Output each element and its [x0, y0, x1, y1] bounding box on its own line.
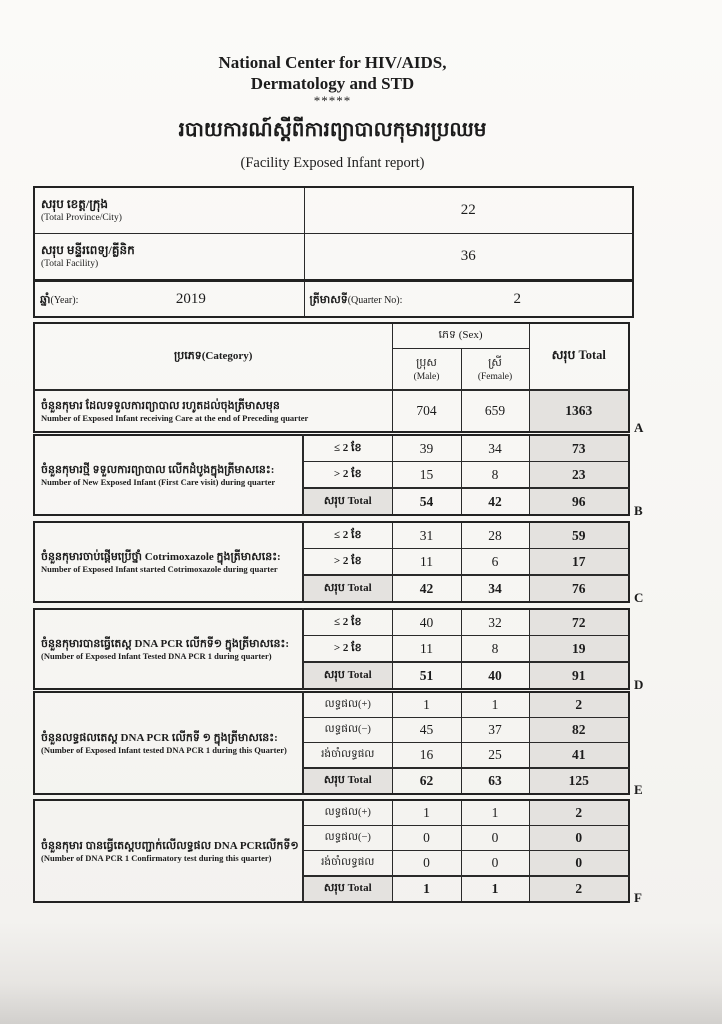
table-row — [34, 800, 629, 826]
summary-row-facility — [34, 234, 633, 281]
male-value: 16 — [392, 743, 461, 769]
year-label-en: (Year): — [50, 294, 79, 306]
section-letter-d: D — [634, 677, 644, 692]
female-value: 0 — [461, 851, 529, 877]
male-header-km: ប្រុស — [416, 356, 437, 369]
total-value: 2 — [529, 800, 629, 826]
section-e-block — [33, 691, 643, 797]
male-value: 39 — [392, 435, 461, 462]
quarter-pair — [305, 290, 633, 309]
report-title-khmer: របាយការណ៍ស្តីពីការព្យាបាលកុមារប្រឈម — [178, 119, 487, 141]
total-row-label: សរុប Total — [303, 488, 392, 515]
section-d-label-km: ចំនួនកុមារបានធ្វើតេស្ត DNA PCR លើកទី១ ក្នុងត្រីមាសនេះ: — [41, 637, 289, 650]
row-label: លទ្ធផល(+) — [303, 692, 392, 718]
female-value: 37 — [461, 718, 529, 743]
grand-total: 125 — [529, 768, 629, 794]
quarter-label — [305, 290, 403, 309]
section-a-row — [34, 390, 629, 432]
section-b-label-km: ចំនួនកុមារថ្មី ទទួលការព្យាបាល លើកដំបូងក្នុងត្រីមាសនេះ: — [41, 463, 275, 476]
male-total: 62 — [392, 768, 461, 794]
male-value: 11 — [392, 549, 461, 576]
year-label — [35, 290, 78, 309]
row-label: លទ្ធផល(−) — [303, 718, 392, 743]
female-total: 40 — [461, 662, 529, 689]
male-value: 45 — [392, 718, 461, 743]
period-row — [34, 281, 633, 317]
female-value: 1 — [461, 800, 529, 826]
section-letter-c: C — [634, 590, 644, 605]
female-total: 1 — [461, 876, 529, 902]
grand-total: 96 — [529, 488, 629, 515]
female-value: 1 — [461, 692, 529, 718]
section-c-block — [33, 521, 644, 605]
section-b-block — [33, 434, 643, 518]
province-label-en: (Total Province/City) — [41, 213, 122, 223]
section-letter-f: F — [634, 890, 642, 905]
section-a-female-value: 659 — [461, 390, 529, 432]
province-label-cell — [34, 187, 304, 234]
female-value: 32 — [461, 609, 529, 636]
total-value: 2 — [529, 692, 629, 718]
male-value: 40 — [392, 609, 461, 636]
section-e-label-km: ចំនួនលទ្ធផលតេស្ត DNA PCR លើកទី ១ ក្នុងត្រីមាសនេះ: — [41, 731, 278, 744]
section-letter-a: A — [634, 420, 644, 435]
section-a-block — [33, 322, 644, 435]
section-b-category-cell — [34, 435, 303, 515]
main-table-header-and-a — [33, 322, 630, 433]
female-total: 42 — [461, 488, 529, 515]
male-header-cell — [392, 349, 461, 391]
section-c-label-km: ចំនួនកុមារចាប់ផ្តើមប្រើថ្នាំ Cotrimoxazole ក្នុងត្រីមាសនេះ: — [41, 550, 281, 563]
section-a-label-en: Number of Exposed Infant receiving Care at the end of Preceding quarter — [41, 412, 309, 423]
row-label: រង់ចាំលទ្ធផល — [303, 851, 392, 877]
facility-value-cell: 36 — [304, 234, 633, 281]
total-value: 72 — [529, 609, 629, 636]
section-f-block — [33, 799, 642, 905]
total-row-label: សរុប Total — [303, 768, 392, 794]
summary-table — [33, 186, 634, 281]
year-value: 2019 — [175, 290, 206, 307]
male-value: 1 — [392, 692, 461, 718]
total-value: 82 — [529, 718, 629, 743]
section-e-label-en: (Number of Exposed Infant tested DNA PCR 1 during this Quarter) — [41, 744, 287, 755]
grand-total: 76 — [529, 575, 629, 602]
total-value: 73 — [529, 435, 629, 462]
section-f-category-cell — [34, 800, 303, 902]
province-label-km: សរុប ខេត្ត/ក្រុង — [41, 197, 109, 211]
quarter-cell — [304, 281, 633, 317]
report-title-english: (Facility Exposed Infant report) — [240, 155, 425, 171]
section-a-male-value: 704 — [392, 390, 461, 432]
row-label: ≤ 2 ខែ — [303, 609, 392, 636]
female-header-en: (Female) — [477, 371, 513, 382]
row-label: > 2 ខែ — [303, 549, 392, 576]
male-value: 11 — [392, 636, 461, 663]
report-header — [33, 52, 632, 172]
total-value: 0 — [529, 851, 629, 877]
grand-total: 91 — [529, 662, 629, 689]
total-header-cell: សរុប Total — [529, 323, 629, 390]
table-row — [34, 609, 629, 636]
quarter-value: 2 — [513, 290, 521, 307]
male-value: 1 — [392, 800, 461, 826]
section-b-table — [33, 434, 630, 516]
row-label: ≤ 2 ខែ — [303, 522, 392, 549]
org-name-line2: Dermatology and STD — [250, 74, 415, 93]
female-value: 25 — [461, 743, 529, 769]
section-c-table — [33, 521, 630, 603]
male-total: 54 — [392, 488, 461, 515]
row-label: > 2 ខែ — [303, 636, 392, 663]
total-row-label: សរុប Total — [303, 876, 392, 902]
total-value: 59 — [529, 522, 629, 549]
year-cell — [34, 281, 304, 317]
table-row — [34, 522, 629, 549]
section-c-category-cell — [34, 522, 303, 602]
female-value: 28 — [461, 522, 529, 549]
section-d-block — [33, 608, 644, 692]
section-d-category-cell — [34, 609, 303, 689]
female-total: 63 — [461, 768, 529, 794]
quarter-label-km: ត្រីមាសទី — [309, 293, 348, 306]
table-row — [34, 692, 629, 718]
section-f-label-km: ចំនួនកុមារ បានធ្វើតេស្តបញ្ជាក់លើលទ្ធផល DNA PCRលើកទី១ — [41, 839, 299, 852]
section-f-table — [33, 799, 630, 903]
male-total: 42 — [392, 575, 461, 602]
category-header-cell: ប្រភេទ(Category) — [34, 323, 392, 390]
stars-divider: ***** — [313, 93, 352, 108]
facility-label-en: (Total Facility) — [41, 259, 99, 269]
total-value: 19 — [529, 636, 629, 663]
female-value: 8 — [461, 462, 529, 489]
section-b-label-en: Number of New Exposed Infant (First Care visit) during quarter — [41, 476, 276, 487]
male-total: 51 — [392, 662, 461, 689]
quarter-label-en: (Quarter No): — [347, 294, 403, 306]
row-label: ≤ 2 ខែ — [303, 435, 392, 462]
male-total: 1 — [392, 876, 461, 902]
facility-label-km: សរុប មន្ទីរពេទ្យ/គ្លីនិក — [41, 243, 135, 257]
total-row-label: សរុប Total — [303, 662, 392, 689]
summary-row-province — [34, 187, 633, 234]
table-row — [34, 435, 629, 462]
total-value: 0 — [529, 826, 629, 851]
section-c-label-en: Number of Exposed Infant started Cotrimoxazole during quarter — [41, 563, 278, 574]
male-header-en: (Male) — [413, 371, 440, 382]
female-total: 34 — [461, 575, 529, 602]
total-value: 41 — [529, 743, 629, 769]
section-a-category-cell — [34, 390, 392, 432]
section-e-table — [33, 691, 630, 795]
section-a-label-km: ចំនួនកុមារ ដែលទទួលការព្យាបាល រហូតដល់ចុងត្រីមាសមុន — [41, 399, 280, 412]
female-value: 8 — [461, 636, 529, 663]
year-pair — [35, 290, 304, 309]
section-letter-e: E — [634, 782, 643, 797]
male-value: 31 — [392, 522, 461, 549]
total-value: 17 — [529, 549, 629, 576]
female-header-km: ស្រី — [488, 356, 502, 369]
row-label: > 2 ខែ — [303, 462, 392, 489]
female-header-cell — [461, 349, 529, 391]
header-row-sex — [34, 323, 629, 349]
section-letter-b: B — [634, 503, 643, 518]
section-d-label-en: (Number of Exposed Infant Tested DNA PCR 1 during quarter) — [41, 650, 272, 661]
section-f-label-en: (Number of DNA PCR 1 Confirmatory test during this quarter) — [41, 852, 272, 863]
female-value: 34 — [461, 435, 529, 462]
row-label: លទ្ធផល(−) — [303, 826, 392, 851]
section-e-category-cell — [34, 692, 303, 794]
facility-label-cell — [34, 234, 304, 281]
female-value: 6 — [461, 549, 529, 576]
section-d-table — [33, 608, 630, 690]
male-value: 15 — [392, 462, 461, 489]
total-row-label: សរុប Total — [303, 575, 392, 602]
row-label: រង់ចាំលទ្ធផល — [303, 743, 392, 769]
total-value: 23 — [529, 462, 629, 489]
female-value: 0 — [461, 826, 529, 851]
sex-header-cell: ភេទ (Sex) — [392, 323, 529, 349]
period-table — [33, 280, 634, 318]
province-value-cell: 22 — [304, 187, 633, 234]
grand-total: 2 — [529, 876, 629, 902]
male-value: 0 — [392, 851, 461, 877]
org-name-line1: National Center for HIV/AIDS, — [218, 53, 447, 72]
row-label: លទ្ធផល(+) — [303, 800, 392, 826]
section-a-total-value: 1363 — [529, 390, 629, 432]
year-label-km: ឆ្នាំ — [40, 293, 51, 306]
male-value: 0 — [392, 826, 461, 851]
